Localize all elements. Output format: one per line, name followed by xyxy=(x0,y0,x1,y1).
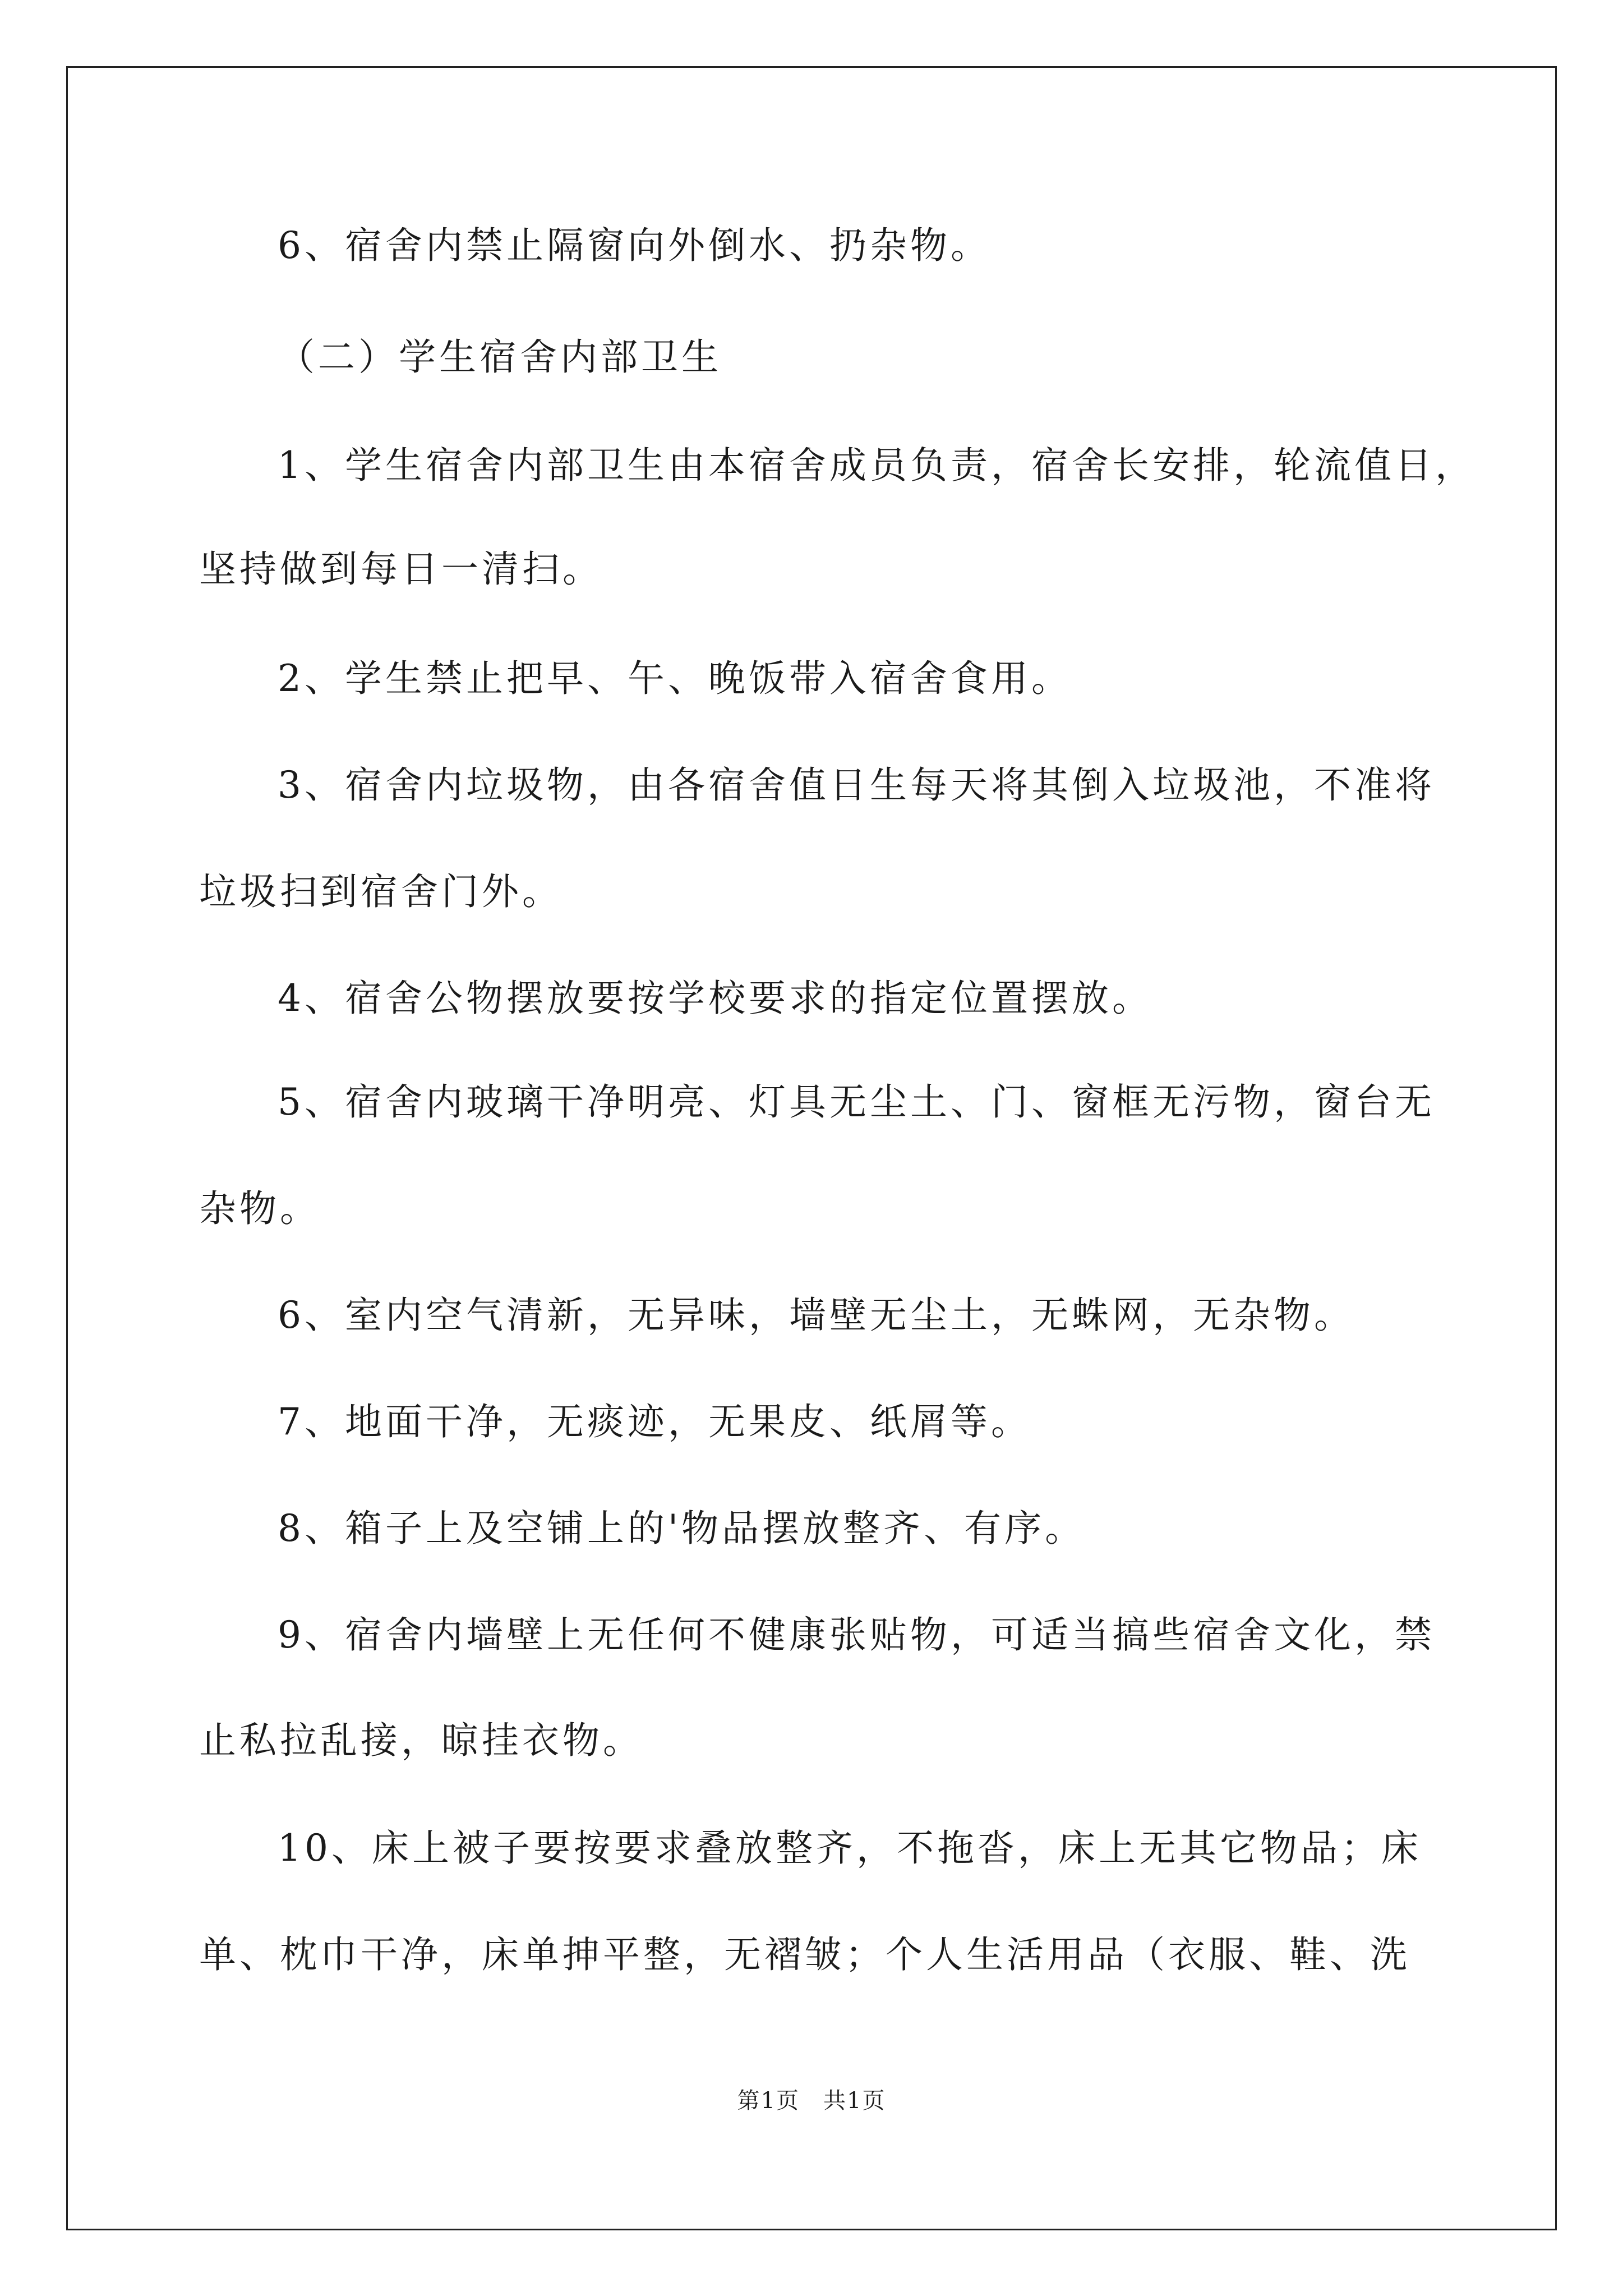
paragraph-line: 8、箱子上及空铺上的'物品摆放整齐、有序。 xyxy=(278,1507,1086,1550)
paragraph-line: 7、地面干净，无痰迹，无果皮、纸屑等。 xyxy=(278,1400,1031,1443)
section-heading: （二）学生宿舍内部卫生 xyxy=(278,335,722,379)
paragraph-line: 9、宿舍内墙壁上无任何不健康张贴物，可适当搞些宿舍文化，禁 xyxy=(278,1613,1435,1657)
paragraph-line: 5、宿舍内玻璃干净明亮、灯具无尘土、门、窗框无污物，窗台无 xyxy=(278,1080,1435,1124)
paragraph-line: 10、床上被子要按要求叠放整齐，不拖沓，床上无其它物品；床 xyxy=(278,1826,1422,1870)
paragraph-line: 止私拉乱接，晾挂衣物。 xyxy=(199,1719,643,1762)
paragraph-line: 4、宿舍公物摆放要按学校要求的指定位置摆放。 xyxy=(278,977,1152,1020)
paragraph-line: 3、宿舍内垃圾物，由各宿舍值日生每天将其倒入垃圾池，不准将 xyxy=(278,763,1435,807)
paragraph-line: 2、学生禁止把早、午、晚饭带入宿舍食用。 xyxy=(278,657,1072,700)
paragraph-line: 垃圾扫到宿舍门外。 xyxy=(199,870,562,913)
page-frame xyxy=(66,66,1557,2230)
paragraph-line: 1、学生宿舍内部卫生由本宿舍成员负责，宿舍长安排，轮流值日， xyxy=(278,444,1476,487)
paragraph-line: 单、枕巾干净，床单抻平整，无褶皱；个人生活用品（衣服、鞋、洗 xyxy=(199,1933,1410,1976)
paragraph-line: 6、宿舍内禁止隔窗向外倒水、扔杂物。 xyxy=(278,224,991,267)
paragraph-line: 杂物。 xyxy=(199,1187,320,1230)
paragraph-line: 6、室内空气清新，无异味，墙壁无尘土，无蛛网，无杂物。 xyxy=(278,1294,1354,1337)
page-number: 第1页 共1页 xyxy=(737,2088,886,2114)
paragraph-line: 坚持做到每日一清扫。 xyxy=(199,547,603,591)
